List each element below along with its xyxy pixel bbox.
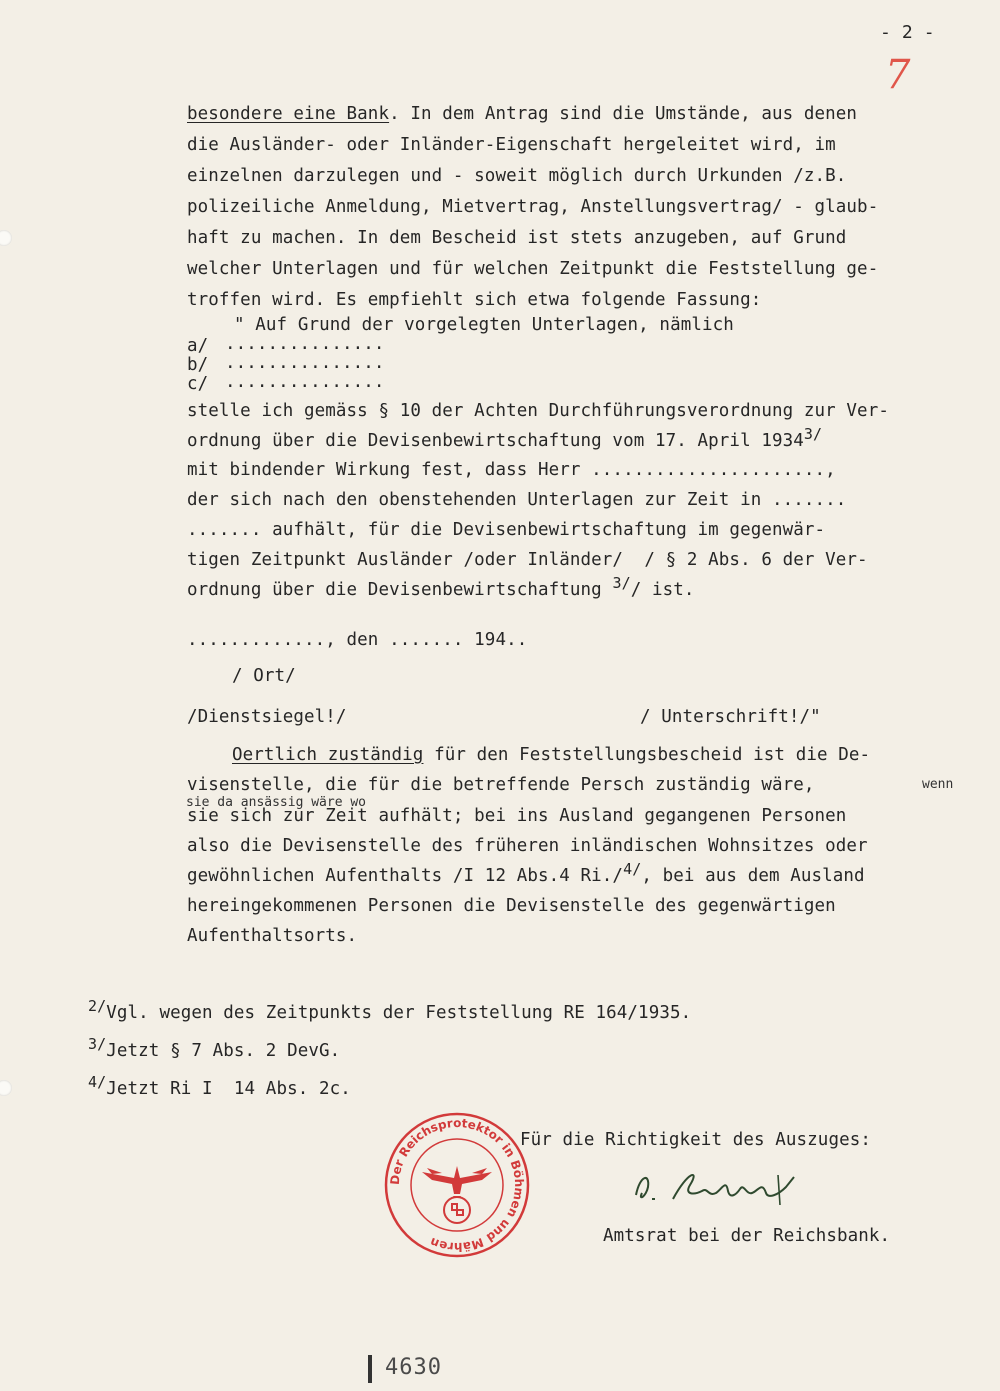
quote-intro: " Auf Grund der vorgelegten Unterlagen, nämlich	[234, 315, 734, 335]
footnote	[88, 1073, 351, 1100]
declaration-line	[187, 574, 695, 601]
handwritten-insert: wenn	[922, 777, 954, 792]
list-dots: ...............	[225, 334, 385, 354]
archive-marker	[368, 1355, 372, 1383]
declaration-line: der sich nach den obenstehenden Unterlagen zur Zeit in .......	[187, 490, 847, 510]
declaration-line: ....... aufhält, für die Devisenbewirtschaftung im gegenwär-	[187, 520, 826, 540]
list-label: b/	[187, 355, 209, 375]
punch-hole-top	[0, 230, 12, 246]
declaration-line: stelle ich gemäss § 10 der Achten Durchführungsverordnung zur Ver-	[187, 401, 889, 421]
list-label: a/	[187, 336, 209, 356]
archive-number: 4630	[385, 1355, 442, 1380]
body-line: einzelnen darzulegen und - soweit möglich durch Urkunden /z.B.	[187, 166, 847, 186]
signature-label: / Unterschrift!/"	[640, 707, 821, 727]
body-line: welcher Unterlagen und für welchen Zeitpunkt die Feststellung ge-	[187, 259, 879, 279]
handwritten-signature	[628, 1165, 808, 1210]
para2-text: , bei aus dem Ausland	[641, 866, 865, 886]
place-label: / Ort/	[232, 666, 296, 686]
svg-text:Der Reichsprotektor in Böhmen: Der Reichsprotektor in Böhmen und Mähren	[387, 1115, 527, 1255]
footnote-text: Jetzt § 7 Abs. 2 DevG.	[106, 1041, 341, 1061]
list-dots: ...............	[225, 353, 385, 373]
para2-line	[187, 860, 865, 887]
footnote	[88, 997, 692, 1024]
para2-line: Aufenthaltsorts.	[187, 926, 358, 946]
footnote-mark: 3/	[88, 1035, 107, 1053]
page-number: - 2 -	[880, 22, 935, 43]
official-stamp	[382, 1110, 532, 1260]
list-label: c/	[187, 374, 209, 394]
signatory-title: Amtsrat bei der Reichsbank.	[603, 1226, 891, 1246]
para2-line: also die Devisenstelle des früheren inländischen Wohnsitzes oder	[187, 836, 868, 856]
body-text: . In dem Antrag sind die Umstände, aus denen	[389, 104, 858, 124]
declaration-line: tigen Zeitpunkt Ausländer /oder Inländer/ / § 2 Abs. 6 der Ver-	[187, 550, 868, 570]
para2-underlined-text: Oertlich zuständig	[232, 745, 424, 765]
body-underlined-text: besondere eine Bank	[187, 104, 390, 124]
para2-text: für den Feststellungsbescheid ist die De-	[423, 745, 871, 765]
place-date-line: ............., den ....... 194..	[187, 630, 528, 650]
list-dots: ...............	[225, 372, 385, 392]
declaration-text: ordnung über die Devisenbewirtschaftung vom 17. April 1934	[187, 431, 804, 451]
footnote-text: Jetzt Ri I 14 Abs. 2c.	[106, 1079, 351, 1099]
pencil-folio-mark: 7	[885, 52, 911, 98]
para2-text: gewöhnlichen Aufenthalts /I 12 Abs.4 Ri./	[187, 866, 624, 886]
body-line: troffen wird. Es empfiehlt sich etwa folgende Fassung:	[187, 290, 762, 310]
para2-line: visenstelle, die für die betreffende Persch zuständig wäre,	[187, 775, 815, 795]
declaration-text: ordnung über die Devisenbewirtschaftung	[187, 580, 602, 600]
body-line: die Ausländer- oder Inländer-Eigenschaft hergeleitet wird, im	[187, 135, 836, 155]
footnote	[88, 1035, 341, 1062]
seal-label: /Dienstsiegel!/	[187, 707, 347, 727]
para2-line: hereingekommenen Personen die Devisenstelle des gegenwärtigen	[187, 896, 836, 916]
body-line: haft zu machen. In dem Bescheid ist stets anzugeben, auf Grund	[187, 228, 847, 248]
body-line: polizeiliche Anmeldung, Mietvertrag, Anstellungsvertrag/ - glaub-	[187, 197, 879, 217]
footnote-ref: 3/	[612, 574, 631, 592]
para2-line: sie sich zur Zeit aufhält; bei ins Ausland gegangenen Personen	[187, 806, 847, 826]
body-line	[187, 103, 857, 125]
declaration-line	[187, 425, 823, 452]
declaration-tail: / ist.	[630, 580, 695, 600]
footnote-text: Vgl. wegen des Zeitpunkts der Feststellung RE 164/1935.	[106, 1003, 692, 1023]
certification-text: Für die Richtigkeit des Auszuges:	[520, 1130, 871, 1150]
footnote-mark: 4/	[88, 1073, 107, 1091]
punch-hole-bottom	[0, 1080, 12, 1096]
handwritten-insert: sie da ansässig wäre wo	[186, 795, 367, 810]
footnote-ref: 4/	[623, 860, 642, 878]
declaration-line: mit bindender Wirkung fest, dass Herr ......................,	[187, 460, 836, 480]
para2-line	[232, 744, 870, 766]
footnote-ref: 3/	[803, 425, 823, 443]
footnote-mark: 2/	[88, 997, 107, 1015]
